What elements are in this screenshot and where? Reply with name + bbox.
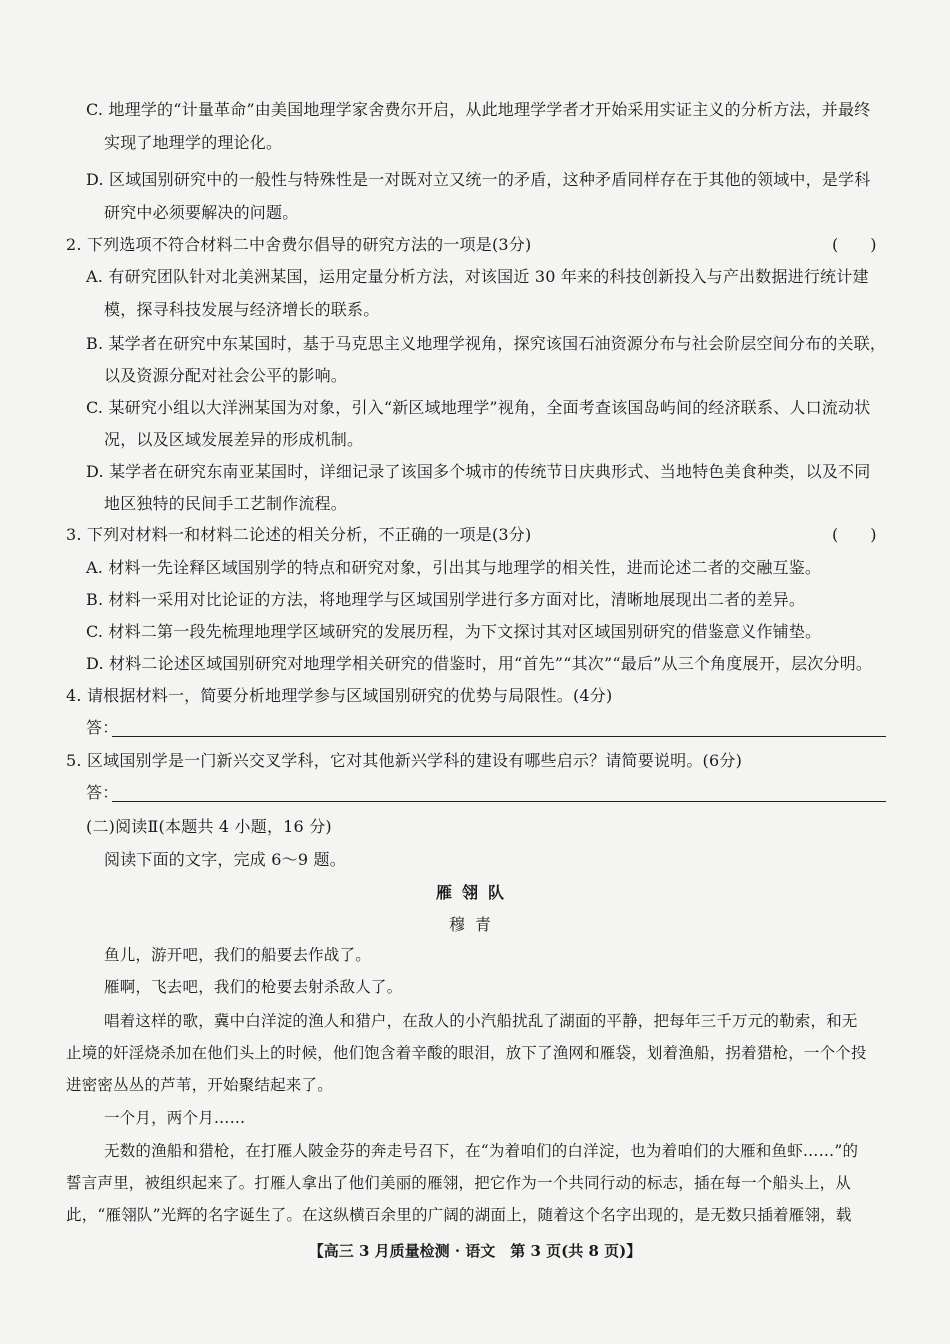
q2-option-d-line1: D. 某学者在研究东南亚某国时，详细记录了该国多个城市的传统节日庆典形式、当地特色美食种类，以及不同 — [86, 462, 871, 481]
story-author: 穆青 — [448, 915, 501, 934]
q2-option-c-line1: C. 某研究小组以大洋洲某国为对象，引入“新区域地理学”视角，全面考查该国岛屿间的经济联系、人口流动状 — [86, 398, 871, 417]
q1-option-d-line2: 研究中必须要解决的问题。 — [104, 203, 299, 222]
q2-option-a-line2: 模，探寻科技发展与经济增长的联系。 — [104, 300, 380, 319]
story-paragraph-5-line3: 此，“雁翎队”光辉的名字诞生了。在这纵横百余里的广阔的湖面上，随着这个名字出现的，是无数只插着雁翎，载 — [66, 1206, 852, 1224]
story-paragraph-3-line3: 进密密丛丛的芦苇，开始聚结起来了。 — [66, 1076, 333, 1094]
q3-option-b: B. 材料一采用对比论证的方法，将地理学与区域国别学进行多方面对比，清晰地展现出二者的差异。 — [86, 590, 806, 609]
q3-option-a: A. 材料一先诠释区域国别学的特点和研究对象，引出其与地理学的相关性，进而论述二者的交融互鉴。 — [86, 558, 822, 577]
story-title: 雁翎队 — [435, 883, 514, 902]
q2-option-c-line2: 况，以及区域发展差异的形成机制。 — [104, 430, 364, 449]
section2-instruction: 阅读下面的文字，完成 6～9 题。 — [104, 850, 346, 869]
story-paragraph-2: 雁啊，飞去吧，我们的枪要去射杀敌人了。 — [104, 978, 403, 996]
q2-option-a-line1: A. 有研究团队针对北美洲某国，运用定量分析方法，对该国近 30 年来的科技创新投入与产出数据进行统计建 — [86, 267, 869, 286]
q3-answer-paren: ( ) — [832, 525, 877, 544]
story-paragraph-3-line1: 唱着这样的歌，冀中白洋淀的渔人和猎户，在敌人的小汽船扰乱了湖面的平静，把每年三千万元的勒索，和无 — [104, 1012, 858, 1030]
story-paragraph-1: 鱼儿，游开吧，我们的船要去作战了。 — [104, 946, 371, 964]
story-paragraph-5-line1: 无数的渔船和猎枪，在打雁人陂金芬的奔走号召下，在“为着咱们的白洋淀，也为着咱们的大雁和鱼虾……”的 — [104, 1142, 859, 1160]
q2-answer-paren: ( ) — [832, 235, 877, 254]
q5-answer-label: 答： — [86, 783, 119, 802]
q1-option-c-line1: C. 地理学的“计量革命”由美国地理学家舍费尔开启，从此地理学学者才开始采用实证主义的分析方法，并最终 — [86, 100, 871, 119]
q2-option-d-line2: 地区独特的民间手工艺制作流程。 — [104, 494, 348, 513]
section2-heading: (二)阅读Ⅱ(本题共 4 小题，16 分) — [86, 817, 332, 836]
q2-stem: 2. 下列选项不符合材料二中舍费尔倡导的研究方法的一项是(3分) — [66, 235, 532, 254]
story-paragraph-5-line2: 誓言声里，被组织起来了。打雁人拿出了他们美丽的雁翎，把它作为一个共同行动的标志，插在每一个船头上，从 — [66, 1174, 852, 1192]
q4-stem: 4. 请根据材料一，简要分析地理学参与区域国别研究的优势与局限性。(4分) — [66, 686, 613, 705]
q4-answer-label: 答： — [86, 718, 119, 737]
q2-option-b-line2: 以及资源分配对社会公平的影响。 — [104, 366, 348, 385]
q3-option-c: C. 材料二第一段先梳理地理学区域研究的发展历程，为下文探讨其对区域国别研究的借鉴意义作铺垫。 — [86, 622, 822, 641]
q2-option-b-line1: B. 某学者在研究中东某国时，基于马克思主义地理学视角，探究该国石油资源分布与社会阶层空间分布的关联， — [86, 334, 887, 353]
q4-answer-line[interactable] — [112, 736, 886, 737]
story-paragraph-4: 一个月，两个月…… — [104, 1109, 246, 1127]
q3-stem: 3. 下列对材料一和材料二论述的相关分析，不正确的一项是(3分) — [66, 525, 532, 544]
q5-stem: 5. 区域国别学是一门新兴交叉学科，它对其他新兴学科的建设有哪些启示？请简要说明。(6分) — [66, 751, 743, 770]
q3-option-d: D. 材料二论述区域国别研究对地理学相关研究的借鉴时，用“首先”“其次”“最后”从三个角度展开，层次分明。 — [86, 654, 873, 673]
story-paragraph-3-line2: 止境的奸淫烧杀加在他们头上的时候，他们饱含着辛酸的眼泪，放下了渔网和雁袋，划着渔船，拐着猎枪，一个个投 — [66, 1044, 867, 1062]
q1-option-c-line2: 实现了地理学的理论化。 — [104, 133, 283, 152]
q5-answer-line[interactable] — [112, 801, 886, 802]
q1-option-d-line1: D. 区域国别研究中的一般性与特殊性是一对既对立又统一的矛盾，这种矛盾同样存在于其他的领域中，是学科 — [86, 170, 871, 189]
page-footer: 【高三 3 月质量检测 · 语文 第 3 页(共 8 页)】 — [308, 1242, 642, 1260]
